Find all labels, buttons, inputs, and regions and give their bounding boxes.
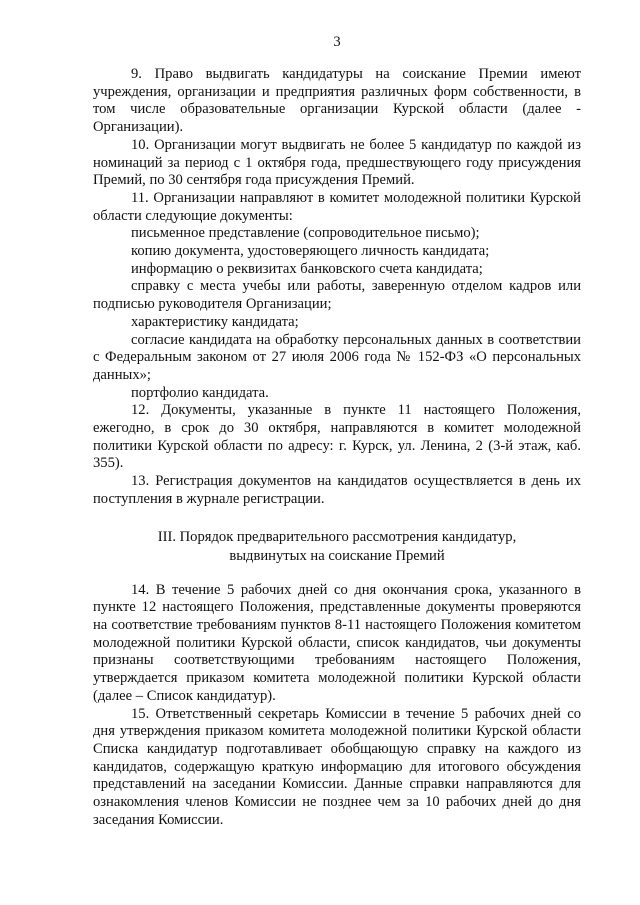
- paragraph-10: 10. Организации могут выдвигать не более 5 кандидатур по каждой из номинаций за период с 1 октября года, предшествующего году присуждения Премий, по 30 сентября года присуждения Премий.: [93, 136, 581, 189]
- list-item: копию документа, удостоверяющего личность кандидата;: [131, 243, 490, 260]
- page-number: 3: [333, 34, 341, 50]
- list-item: информацию о реквизитах банковского счета кандидата;: [131, 260, 483, 277]
- list-item: характеристику кандидата;: [131, 313, 299, 330]
- list-item: справку с места учебы или работы, заверенную отделом кадров или подписью руководителя Организации;: [93, 278, 581, 313]
- paragraph-13: 13. Регистрация документов на кандидатов осуществляется в день их поступления в журнале регистрации.: [93, 473, 581, 507]
- paragraph-12: 12. Документы, указанные в пункте 11 настоящего Положения, ежегодно, в срок до 30 октября, направляются в комитет молодежной политики Курской области по адресу: г. Курск, ул. Ленина, 2 (3-й этаж, каб. 355).: [93, 402, 581, 472]
- document-page: [93, 34, 581, 829]
- list-item: согласие кандидата на обработку персональных данных в соответствии с Федеральным законом от 27 июля 2006 года № 152-ФЗ «О персональных данных»;: [93, 331, 581, 383]
- section-heading-line-1: III. Порядок предварительного рассмотрения кандидатур,: [157, 528, 517, 545]
- list-item: портфолио кандидата.: [131, 384, 269, 401]
- list-item: письменное представление (сопроводительное письмо);: [131, 225, 480, 242]
- paragraph-11: 11. Организации направляют в комитет молодежной политики Курской области следующие документы:: [93, 189, 581, 224]
- paragraph-15: 15. Ответственный секретарь Комиссии в течение 5 рабочих дней со дня утверждения приказом комитета молодежной политики Курской области Списка кандидатур подготавливает обобщающую справку на каждого из кандидатов, содержащую краткую информацию для итогового обсуждения представлений на заседании Комиссии. Данные справки направляются для ознакомления членов Комиссии не позднее чем за 10 рабочих дней до дня заседания Комиссии.: [93, 705, 581, 828]
- section-heading: [93, 528, 581, 566]
- section-heading-line-2: выдвинутых на соискание Премий: [229, 547, 445, 564]
- paragraph-9: 9. Право выдвигать кандидатуры на соискание Премии имеют учреждения, организации и предприятия различных форм собственности, в том числе образовательные организации Курской области (далее - Организации).: [93, 66, 581, 136]
- paragraph-14: 14. В течение 5 рабочих дней со дня окончания срока, указанного в пункте 12 настоящего Положения, представленные документы проверяются на соответствие требованиям пунктов 8-11 настоящего Положения комитетом молодежной политики Курской области, список кандидатов, чьи документы признаны соответствующими требованиям настоящего Положения, утверждается приказом комитета молодежной политики Курской области (далее – Список кандидатур).: [93, 581, 581, 704]
- documents-list: [93, 225, 581, 402]
